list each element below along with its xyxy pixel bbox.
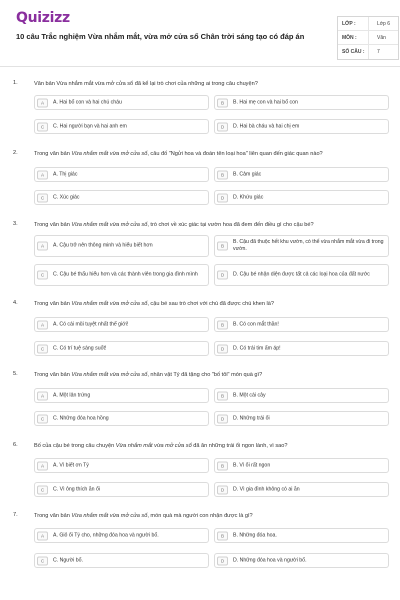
option-letter: A	[37, 98, 48, 107]
option-a[interactable]	[34, 317, 209, 332]
option-letter: B	[217, 391, 228, 400]
meta-row-subject	[338, 31, 398, 45]
option-text: D. Những đóa hoa và người bố.	[233, 557, 307, 563]
meta-value: 7	[368, 45, 398, 59]
question-number: 4.	[13, 300, 18, 306]
option-text: C. Hai người bạn và hai anh em	[53, 123, 127, 129]
option-text: C. Người bố.	[53, 557, 83, 563]
option-text: A. Một lản trứng	[53, 392, 91, 398]
option-letter: A	[37, 391, 48, 400]
option-letter: B	[217, 320, 228, 329]
option-text: B. Một cái cây	[233, 392, 266, 398]
option-text: B. Cậu đã thuộc hết khu vườn, có thể vừa nhắm mắt vừa đi trong vườn.	[233, 239, 384, 252]
meta-row-class	[338, 17, 398, 31]
option-letter: C	[37, 485, 48, 494]
option-letter: C	[37, 414, 48, 423]
meta-value: Văn	[368, 31, 398, 44]
meta-label: MÔN :	[342, 34, 357, 41]
option-text: C. Xúc giác	[53, 194, 80, 200]
option-a[interactable]	[34, 235, 209, 257]
question-text: Trong văn bản Vừa nhắm mắt vừa mở cửa sổ, trò chơi về xúc giác tại vườn hoa đã đem đến điều gì cho cậu bé?	[34, 222, 314, 228]
meta-value: Lớp 6	[368, 17, 398, 30]
option-text: A. Hai bố con và hai chú cháu	[53, 99, 122, 105]
option-letter: B	[217, 170, 228, 179]
option-text: C. Có trí tuệ sáng suốt!	[53, 345, 107, 351]
question-number: 1.	[13, 80, 18, 86]
option-b[interactable]	[214, 317, 389, 332]
option-text: A. Vì biết ơn Tý	[53, 462, 89, 468]
option-letter: C	[37, 193, 48, 202]
option-b[interactable]	[214, 167, 389, 182]
option-letter: D	[217, 485, 228, 494]
option-a[interactable]	[34, 458, 209, 473]
option-d[interactable]	[214, 341, 389, 356]
question-number: 3.	[13, 221, 18, 227]
option-a[interactable]	[34, 388, 209, 403]
option-d[interactable]	[214, 553, 389, 568]
option-text: B. Có con mắt thần!	[233, 321, 279, 327]
meta-label: LỚP :	[342, 20, 356, 27]
option-letter: C	[37, 556, 48, 565]
option-b[interactable]	[214, 235, 389, 257]
option-text: B. Vì ổi rất ngon	[233, 462, 271, 468]
option-letter: A	[37, 320, 48, 329]
option-d[interactable]	[214, 190, 389, 205]
question-number: 7.	[13, 512, 18, 518]
option-d[interactable]	[214, 482, 389, 497]
option-letter: B	[217, 98, 228, 107]
question-number: 6.	[13, 442, 18, 448]
option-letter: D	[217, 556, 228, 565]
question-number: 2.	[13, 150, 18, 156]
header-divider	[0, 66, 400, 67]
meta-label: SỐ CÂU :	[342, 49, 365, 55]
option-c[interactable]	[34, 190, 209, 205]
option-b[interactable]	[214, 528, 389, 543]
option-a[interactable]	[34, 528, 209, 543]
option-d[interactable]	[214, 119, 389, 134]
option-d[interactable]	[214, 264, 389, 286]
option-text: A. Thị giác	[53, 171, 78, 177]
option-letter: D	[217, 414, 228, 423]
option-letter: B	[217, 461, 228, 470]
option-text: C. Vì ông thích ăn ổi	[53, 486, 101, 492]
question-text: Bố của cậu bé trong câu chuyện Vừa nhắm mắt vừa mở cửa sổ đã ăn những trái ổi ngon lành, vì sao?	[34, 443, 288, 449]
quizizz-logo: Quizizz	[16, 10, 70, 26]
option-text: D. Vì gia đình không có ai ăn	[233, 486, 300, 492]
question-text: Trong văn bản Vừa nhắm mắt vừa mở cửa sổ, nhân vật Tý đã tặng cho "bố tôi" món quà gì?	[34, 372, 263, 378]
option-a[interactable]	[34, 167, 209, 182]
option-a[interactable]	[34, 95, 209, 110]
option-letter: D	[217, 193, 228, 202]
option-text: D. Khứu giác	[233, 194, 264, 200]
option-letter: A	[37, 461, 48, 470]
worksheet-title: 10 câu Trắc nghiệm Vừa nhắm mắt, vừa mở cửa sổ Chân trời sáng tạo có đáp án	[16, 32, 305, 41]
option-text: D. Cậu bé nhận diện được tất cả các loại hoa của đất nước	[233, 271, 370, 278]
question-text: Văn bản Vừa nhắm mắt vừa mở cửa sổ đã kể lại trò chơi của những ai trong câu chuyện?	[34, 81, 258, 87]
option-c[interactable]	[34, 119, 209, 134]
option-letter: C	[37, 271, 48, 280]
option-c[interactable]	[34, 553, 209, 568]
question-text: Trong văn bản Vừa nhắm mắt vừa mở cửa sổ, cậu bé sau trò chơi với chú đã được chú khen là?	[34, 301, 275, 307]
meta-box	[337, 16, 399, 60]
option-c[interactable]	[34, 482, 209, 497]
option-c[interactable]	[34, 264, 209, 286]
option-text: B. Những đóa hoa.	[233, 532, 277, 538]
option-letter: C	[37, 344, 48, 353]
question-number: 5.	[13, 371, 18, 377]
option-text: B. Cảm giác	[233, 171, 262, 177]
question-text: Trong văn bản Vừa nhắm mắt vừa mở cửa sổ, món quà mà người con nhận được là gì?	[34, 513, 253, 519]
option-c[interactable]	[34, 411, 209, 426]
option-letter: B	[217, 531, 228, 540]
option-d[interactable]	[214, 411, 389, 426]
option-letter: A	[37, 242, 48, 251]
option-text: C. Những đóa hoa hồng	[53, 415, 109, 421]
option-text: D. Hai bà cháu và hai chị em	[233, 123, 300, 129]
option-letter: A	[37, 170, 48, 179]
option-text: D. Có trái tim ấm áp!	[233, 345, 281, 351]
question-text: Trong văn bản Vừa nhắm mắt vừa mở cửa sổ, câu đố "Ngửi hoa và đoán tên loại hoa" liên quan đến giác quan nào?	[34, 151, 323, 157]
option-text: C. Cậu bé thấu hiểu hơn và các thành viên trong gia đình mình	[53, 271, 198, 278]
option-b[interactable]	[214, 95, 389, 110]
option-text: A. Cậu trở nên thông minh và hiểu biết hơn	[53, 242, 153, 249]
option-letter: C	[37, 122, 48, 131]
option-text: A. Giỏ ổi Tý cho, những đóa hoa và người bố.	[53, 532, 159, 538]
option-text: A. Có cái mũi tuyệt nhất thế giới!	[53, 321, 129, 327]
option-text: D. Những trái ổi	[233, 415, 270, 421]
option-letter: A	[37, 531, 48, 540]
worksheet-header	[10, 8, 390, 63]
option-c[interactable]	[34, 341, 209, 356]
option-letter: D	[217, 122, 228, 131]
meta-row-count	[338, 45, 398, 59]
option-letter: D	[217, 344, 228, 353]
option-letter: D	[217, 271, 228, 280]
option-b[interactable]	[214, 388, 389, 403]
option-b[interactable]	[214, 458, 389, 473]
option-letter: B	[217, 242, 228, 251]
option-text: B. Hai mẹ con và hai bố con	[233, 99, 298, 105]
